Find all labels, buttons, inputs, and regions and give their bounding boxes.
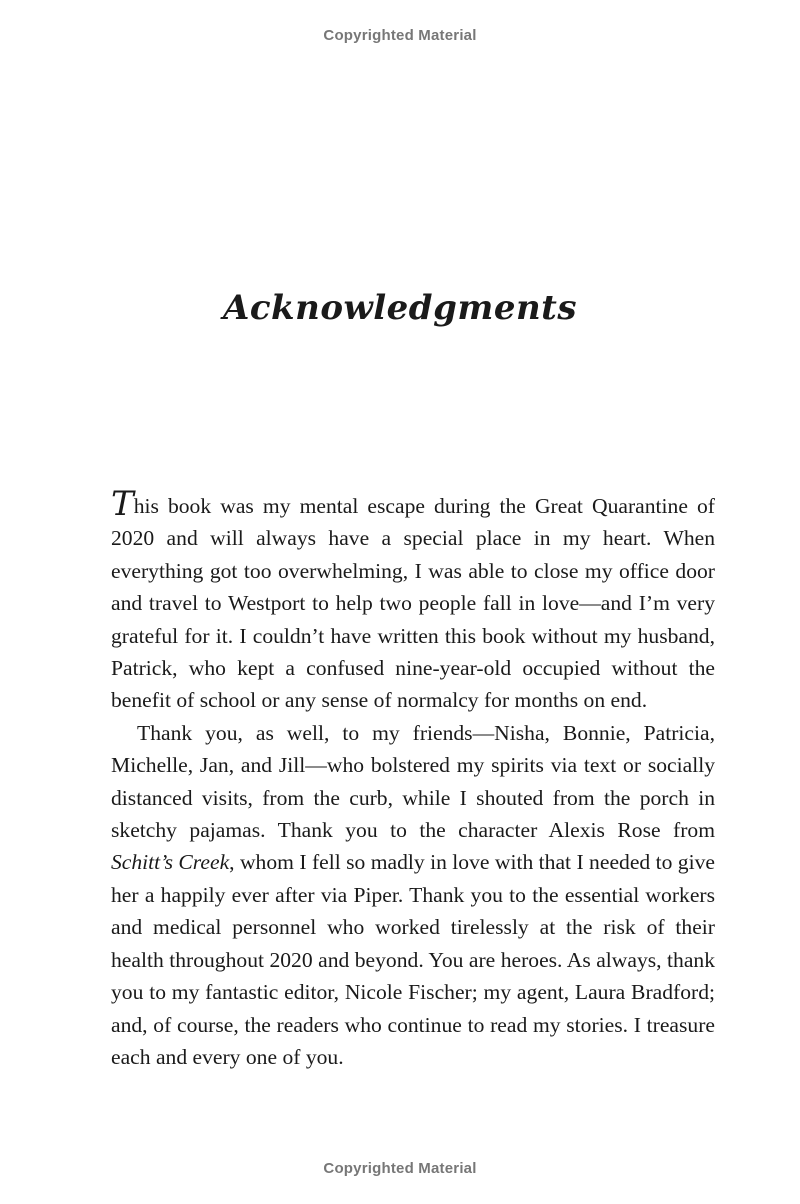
- copyright-watermark-top: Copyrighted Material: [323, 27, 477, 44]
- paragraph-2-text-end: , whom I fell so madly in love with that I needed to give her a happily ever after via Piper. Thank you to the essential workers and medical personnel who worked tirelessly at the risk of their health throughout 2020 and beyond. You are heroes. As always, thank you to my fantastic editor, Nicole Fischer; my agent, Laura Bradford; and, of course, the readers who continue to read my stories. I treasure each and every one of you.: [111, 850, 715, 1069]
- paragraph-1: [111, 484, 715, 717]
- drop-cap: T: [111, 484, 134, 524]
- copyright-watermark-bottom: Copyrighted Material: [323, 1160, 477, 1177]
- paragraph-2-text-start: Thank you, as well, to my friends—Nisha, Bonnie, Patricia, Michelle, Jan, and Jill—who bolstered my spirits via text or socially distanced visits, from the curb, while I shouted from the porch in sketchy pajamas. Thank you to the character Alexis Rose from: [111, 720, 715, 843]
- paragraph-1-text: his book was my mental escape during the Great Quarantine of 2020 and will always have a special place in my heart. When everything got too overwhelming, I was able to close my office door and travel to Westport to help two people fall in love—and I’m very grateful for it. I couldn’t have written this book without my husband, Patrick, who kept a confused nine-year-old occupied without the benefit of school or any sense of normalcy for months on end.: [111, 494, 715, 713]
- acknowledgments-body: [111, 484, 715, 1073]
- chapter-title: Acknowledgments: [222, 287, 578, 328]
- paragraph-2: [111, 717, 715, 1073]
- show-title: Schitt’s Creek: [111, 850, 230, 875]
